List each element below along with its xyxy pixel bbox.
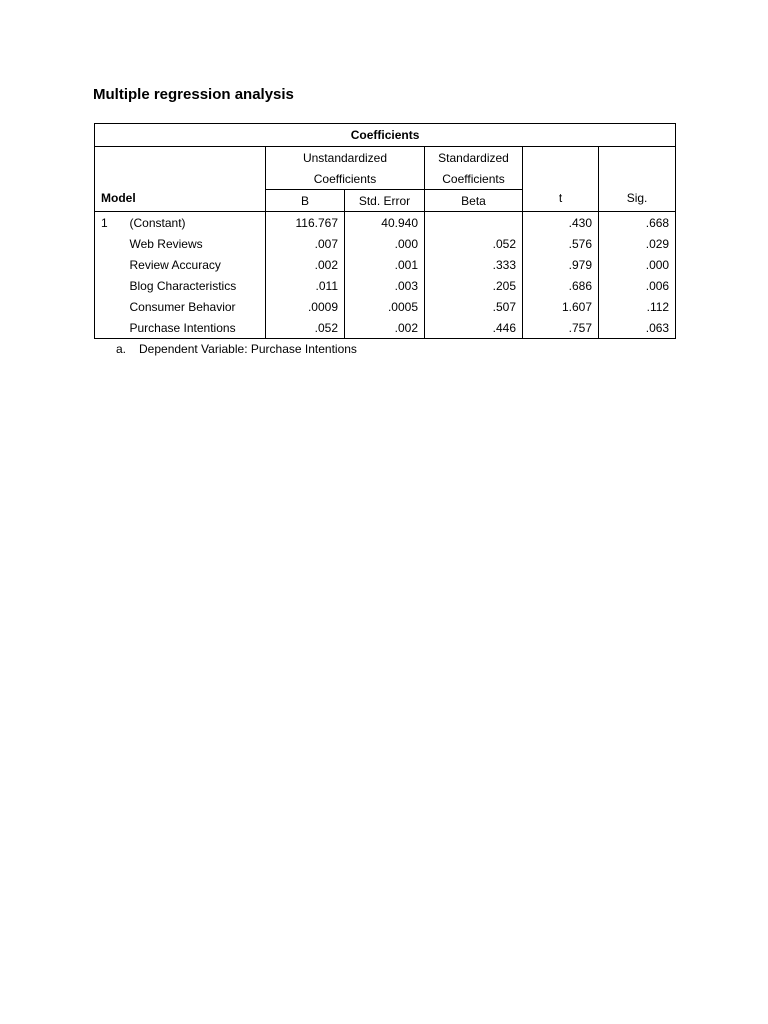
table-row <box>95 212 676 234</box>
row-label: Review Accuracy <box>129 257 221 272</box>
header-unstandardized-sub: Coefficients <box>266 168 425 190</box>
cell-b: .007 <box>266 233 345 254</box>
header-beta: Beta <box>425 190 523 212</box>
cell-b: 116.767 <box>266 212 345 234</box>
cell-b: .002 <box>266 254 345 275</box>
cell-t: .430 <box>523 212 599 234</box>
table-row <box>95 296 676 317</box>
cell-b: .052 <box>266 317 345 339</box>
table-row <box>95 275 676 296</box>
header-model: Model <box>95 147 266 212</box>
header-standardized-sub: Coefficients <box>425 168 523 190</box>
table-row <box>95 254 676 275</box>
cell-t: .576 <box>523 233 599 254</box>
cell-std-error: .000 <box>345 233 425 254</box>
cell-sig: .006 <box>599 275 676 296</box>
cell-beta: .205 <box>425 275 523 296</box>
cell-std-error: .001 <box>345 254 425 275</box>
footnote-text: Dependent Variable: Purchase Intentions <box>139 342 357 356</box>
cell-t: .979 <box>523 254 599 275</box>
header-sig: Sig. <box>599 147 676 212</box>
header-t: t <box>523 147 599 212</box>
table-caption: Coefficients <box>95 124 676 147</box>
row-label: Purchase Intentions <box>129 320 236 335</box>
cell-std-error: .002 <box>345 317 425 339</box>
footnote-mark: a. <box>116 342 127 356</box>
header-b: B <box>266 190 345 212</box>
cell-std-error: .0005 <box>345 296 425 317</box>
header-std-error: Std. Error <box>345 190 425 212</box>
cell-sig: .063 <box>599 317 676 339</box>
cell-t: .686 <box>523 275 599 296</box>
cell-beta: .333 <box>425 254 523 275</box>
row-label: Web Reviews <box>129 236 203 251</box>
cell-beta: .052 <box>425 233 523 254</box>
cell-t: 1.607 <box>523 296 599 317</box>
row-label: Consumer Behavior <box>129 299 236 314</box>
cell-sig: .112 <box>599 296 676 317</box>
cell-std-error: .003 <box>345 275 425 296</box>
header-standardized: Standardized <box>425 147 523 169</box>
cell-b: .011 <box>266 275 345 296</box>
cell-t: .757 <box>523 317 599 339</box>
coefficients-table <box>94 123 676 339</box>
cell-b: .0009 <box>266 296 345 317</box>
cell-sig: .029 <box>599 233 676 254</box>
row-label: (Constant) <box>129 215 186 230</box>
table-row <box>95 317 676 339</box>
cell-sig: .668 <box>599 212 676 234</box>
table-row <box>95 233 676 254</box>
page-heading: Multiple regression analysis <box>93 86 294 103</box>
cell-beta <box>425 212 523 234</box>
header-unstandardized: Unstandardized <box>266 147 425 169</box>
row-label: Blog Characteristics <box>129 278 237 293</box>
cell-std-error: 40.940 <box>345 212 425 234</box>
cell-beta: .446 <box>425 317 523 339</box>
cell-beta: .507 <box>425 296 523 317</box>
model-number: 1 <box>101 215 108 230</box>
table-footnote <box>116 342 357 356</box>
cell-sig: .000 <box>599 254 676 275</box>
